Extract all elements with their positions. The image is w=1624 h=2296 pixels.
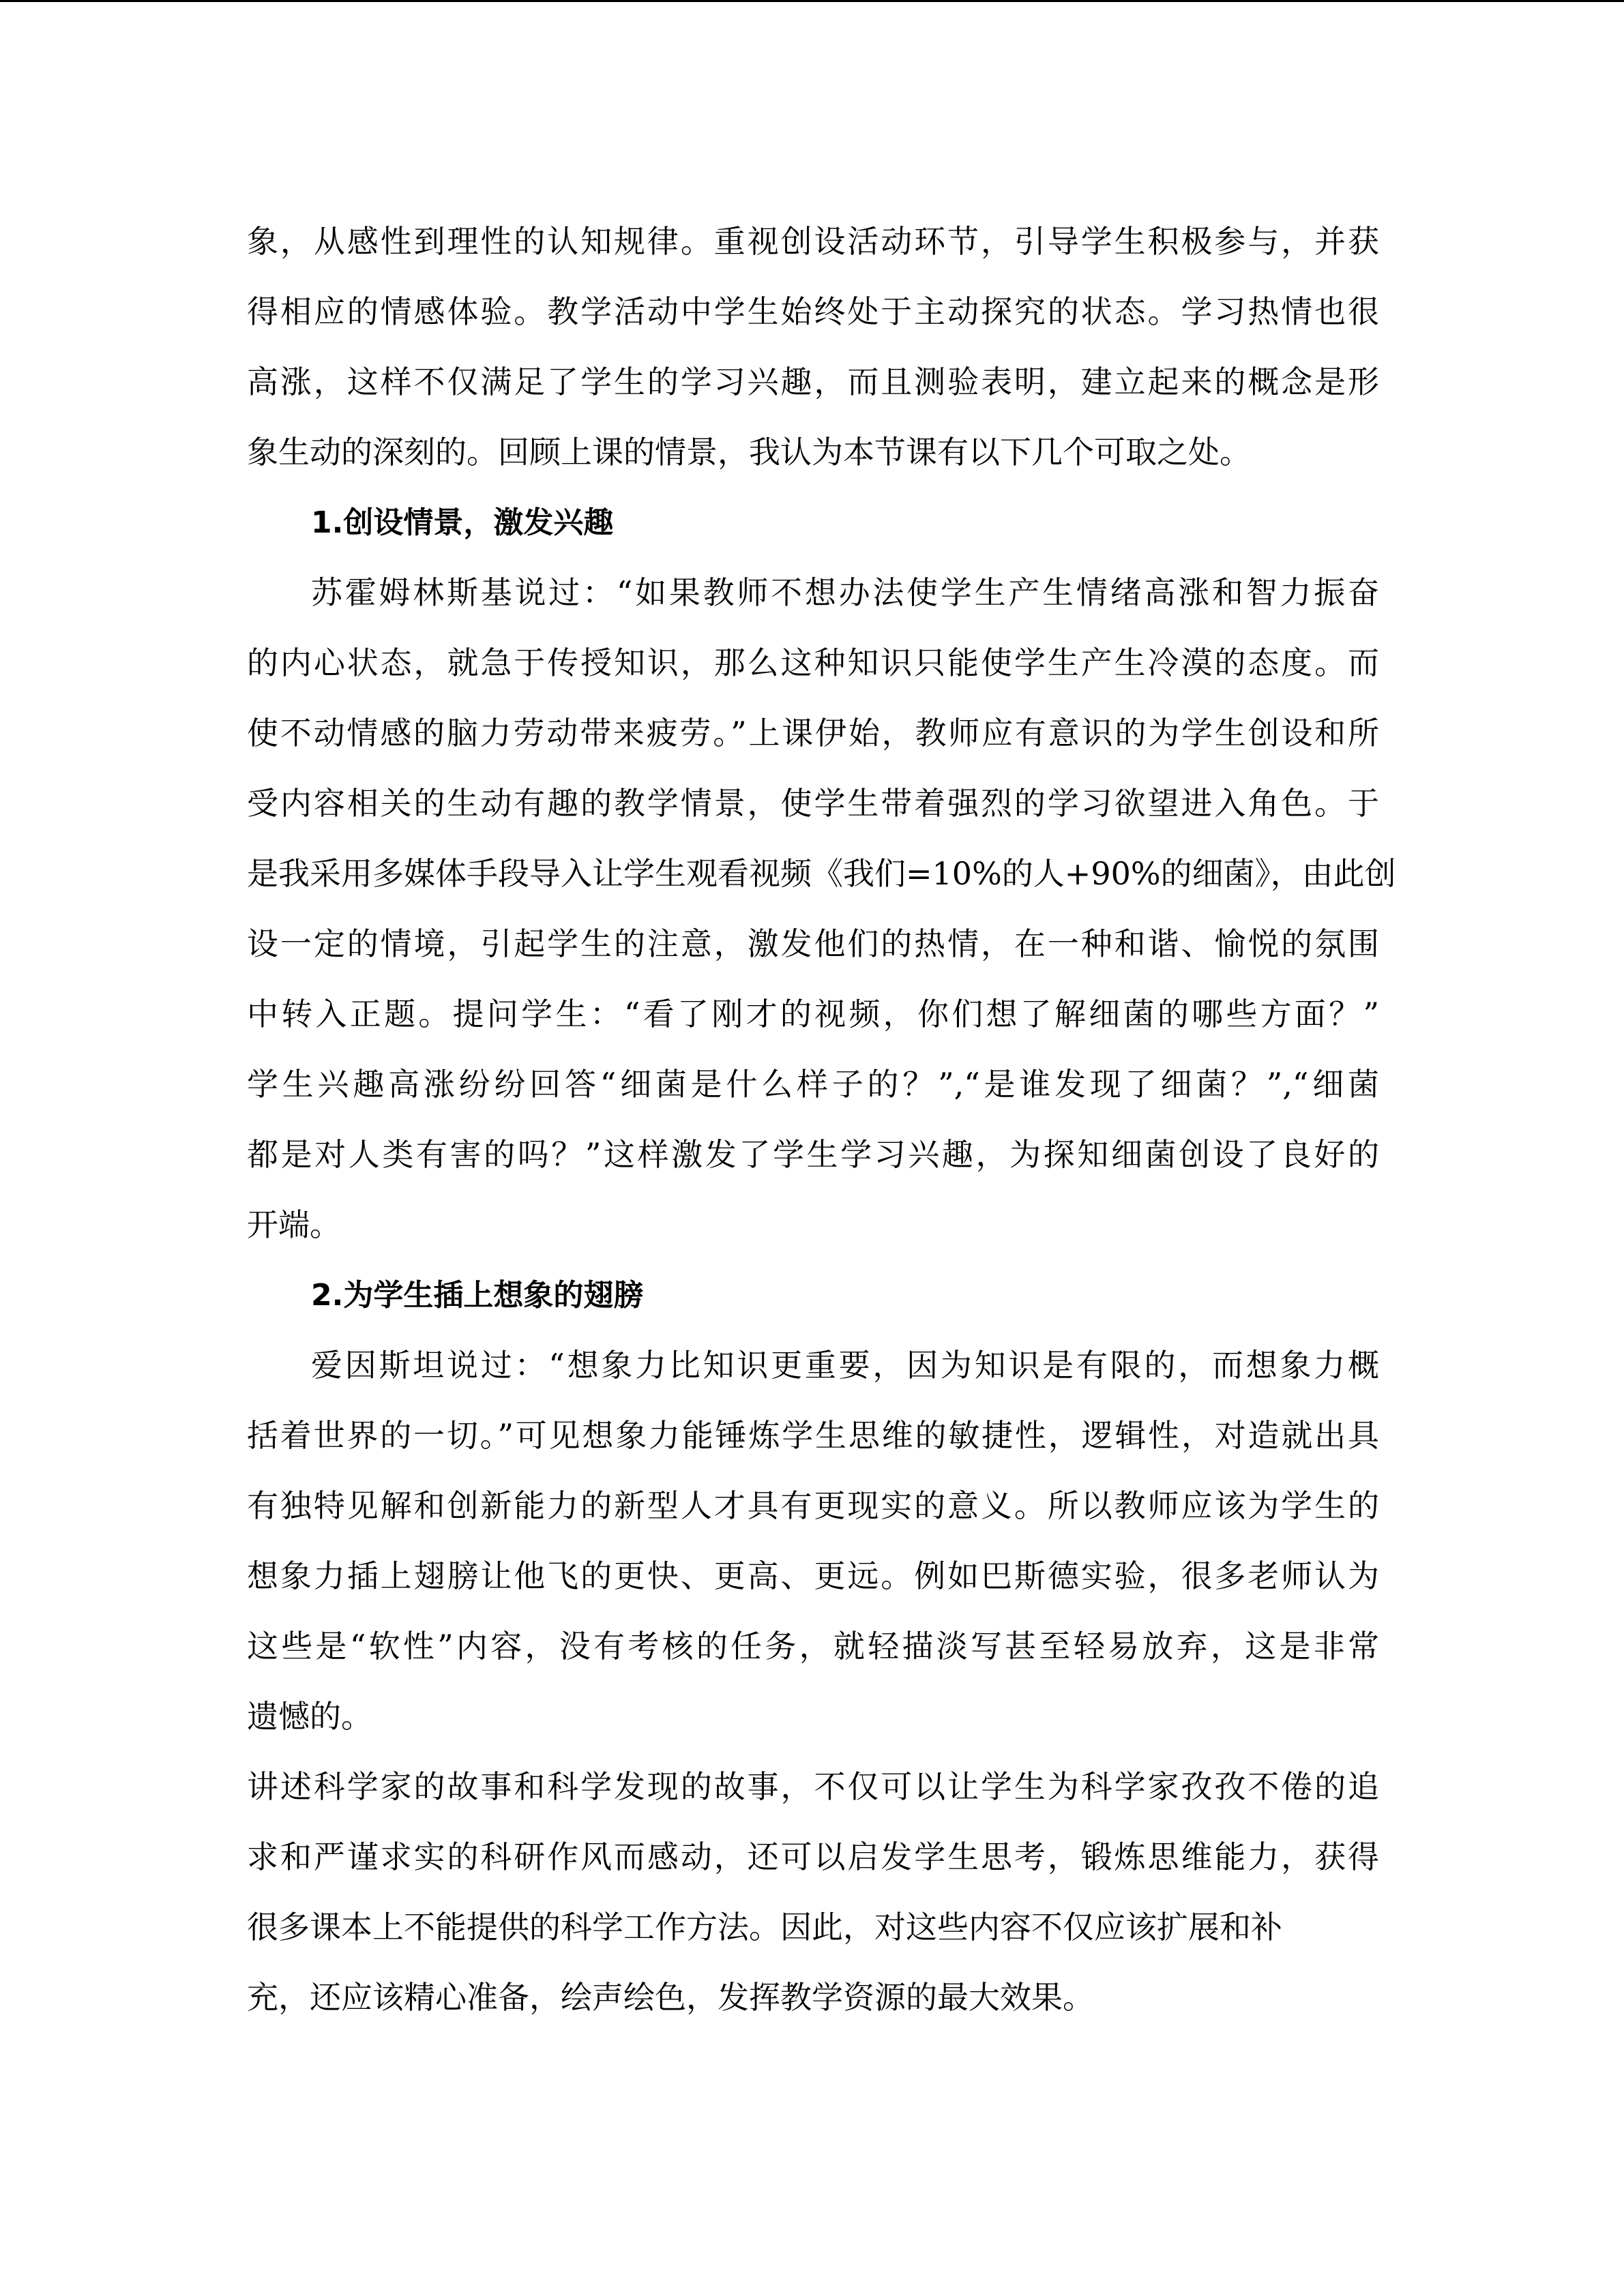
text-line: 使不动情感的脑力劳动带来疲劳。”上课伊始，教师应有意识的为学生创设和所	[247, 715, 1379, 751]
text-line: 苏霍姆林斯基说过：“如果教师不想办法使学生产生情绪高涨和智力振奋	[311, 574, 1379, 611]
paragraph-situation	[247, 558, 1396, 1260]
text-line: 讲述科学家的故事和科学发现的故事，不仅可以让学生为科学家孜孜不倦的追	[247, 1768, 1379, 1805]
text-line: 爱因斯坦说过：“想象力比知识更重要，因为知识是有限的，而想象力概	[311, 1347, 1379, 1384]
text-line: 很多课本上不能提供的科学工作方法。因此，对这些内容不仅应该扩展和补	[247, 1909, 1282, 1945]
text-line: 设一定的情境，引起学生的注意，激发他们的热情，在一种和谐、愉悦的氛围	[247, 925, 1379, 962]
paragraph-imagination	[247, 1330, 1379, 1752]
text-line: 都是对人类有害的吗？”这样激发了学生学习兴趣，为探知细菌创设了良好的	[247, 1136, 1379, 1173]
text-line: 受内容相关的生动有趣的教学情景，使学生带着强烈的学习欲望进入角色。于	[247, 785, 1379, 822]
text-line: 是我采用多媒体手段导入让学生观看视频《我们=10%的人+90%的细菌》，由此创	[247, 855, 1396, 892]
text-line: 得相应的情感体验。教学活动中学生始终处于主动探究的状态。学习热情也很	[247, 293, 1379, 330]
text-line: 想象力插上翅膀让他飞的更快、更高、更远。例如巴斯德实验，很多老师认为	[247, 1557, 1379, 1594]
text-line: 这些是“软性”内容，没有考核的任务，就轻描淡写甚至轻易放弃，这是非常	[247, 1628, 1379, 1665]
text-line: 学生兴趣高涨纷纷回答“细菌是什么样子的？”,“是谁发现了细菌？”,“细菌	[247, 1066, 1379, 1103]
text-line: 开端。	[247, 1206, 341, 1243]
text-line: 的内心状态，就急于传授知识，那么这种知识只能使学生产生冷漠的态度。而	[247, 644, 1379, 681]
paragraph-scientist-stories	[247, 1752, 1379, 2033]
paragraph-intro	[247, 207, 1379, 488]
text-line: 括着世界的一切。”可见想象力能锤炼学生思维的敏捷性，逻辑性，对造就出具	[247, 1417, 1379, 1454]
text-line: 遗憾的。	[247, 1698, 372, 1735]
text-line: 中转入正题。提问学生：“看了刚才的视频，你们想了解细菌的哪些方面？”	[247, 996, 1379, 1032]
section-heading-2: 2.为学生插上想象的翅膀	[311, 1278, 644, 1313]
text-line: 求和严谨求实的科研作风而感动，还可以启发学生思考，锻炼思维能力，获得	[247, 1838, 1379, 1875]
text-line: 有独特见解和创新能力的新型人才具有更现实的意义。所以教师应该为学生的	[247, 1487, 1379, 1524]
text-line: 象，从感性到理性的认知规律。重视创设活动环节，引导学生积极参与，并获	[247, 223, 1379, 260]
text-line: 象生动的深刻的。回顾上课的情景，我认为本节课有以下几个可取之处。	[247, 434, 1251, 471]
text-line: 充，还应该精心准备，绘声绘色，发挥教学资源的最大效果。	[247, 1979, 1094, 2016]
text-line: 高涨，这样不仅满足了学生的学习兴趣，而且测验表明，建立起来的概念是形	[247, 363, 1379, 400]
document-body	[247, 207, 1396, 2033]
section-heading-1: 1.创设情景，激发兴趣	[311, 505, 614, 540]
